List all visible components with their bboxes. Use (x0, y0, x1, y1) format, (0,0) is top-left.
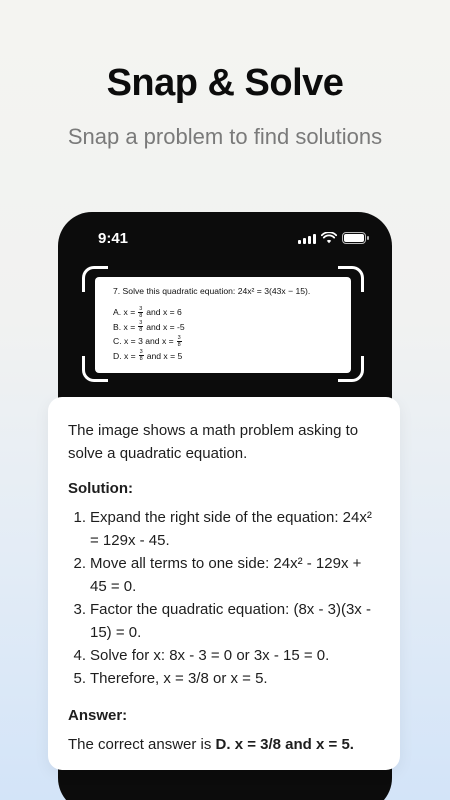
solution-step (68, 552, 380, 598)
solution-card (48, 397, 400, 770)
problem-option (113, 334, 335, 349)
option-fraction (177, 335, 182, 348)
solution-step (68, 667, 380, 690)
answer-text (68, 733, 380, 756)
solution-steps (68, 506, 380, 690)
step-text: Therefore, x = 3/8 or x = 5. (90, 670, 268, 687)
solution-step (68, 598, 380, 644)
fraction-denominator: 8 (139, 356, 143, 363)
problem-question: 7. Solve this quadratic equation: 24x² = 3(43x − 15). (113, 286, 311, 296)
fraction-denominator: 8 (139, 327, 143, 334)
option-suffix: and x = -5 (146, 321, 185, 332)
step-number: 3. (73, 601, 86, 618)
answer-prefix: The correct answer is (68, 736, 216, 753)
step-number: 1. (73, 509, 86, 526)
step-number: 5. (73, 670, 86, 687)
hero-title: Snap & Solve (106, 62, 344, 104)
fraction-denominator: 8 (139, 312, 143, 319)
fraction-numerator: 3 (139, 305, 143, 312)
option-suffix: and x = 5 (146, 350, 183, 361)
option-prefix: B. x = (113, 321, 136, 332)
option-fraction (138, 306, 143, 319)
fraction-numerator: 3 (177, 334, 181, 341)
status-time: 9:41 (98, 230, 129, 247)
option-prefix: A. x = (113, 307, 136, 318)
battery-icon (342, 232, 366, 244)
hero-subtitle: Snap a problem to find solutions (67, 124, 383, 149)
problem-option (113, 305, 335, 320)
solution-step (68, 506, 380, 552)
option-suffix: and x = 6 (146, 307, 182, 318)
step-text: Expand the right side of the equation: 24x² = 129x - 45. (90, 509, 372, 549)
problem-option (113, 349, 335, 364)
fraction-numerator: 3 (139, 320, 143, 327)
step-number: 4. (73, 647, 86, 664)
option-fraction (138, 320, 143, 333)
wifi-icon (321, 232, 337, 244)
fraction-denominator: 8 (177, 341, 181, 348)
problem-option (113, 320, 335, 335)
answer-label: Answer: (68, 707, 128, 724)
problem-options (113, 305, 335, 363)
fraction-numerator: 3 (139, 349, 143, 356)
option-fraction (139, 349, 144, 362)
signal-icon (298, 233, 316, 244)
step-text: Solve for x: 8x - 3 = 0 or 3x - 15 = 0. (90, 647, 330, 664)
step-number: 2. (73, 555, 86, 572)
status-icons (298, 232, 366, 244)
answer-value: D. x = 3/8 and x = 5. (215, 736, 354, 753)
solution-intro: The image shows a math problem asking to solve a quadratic equation. (68, 422, 359, 462)
step-text: Factor the quadratic equation: (8x - 3)(3x - 15) = 0. (90, 601, 371, 641)
solution-label: Solution: (68, 480, 133, 497)
option-prefix: C. x = 3 and x = (113, 336, 174, 347)
snapped-problem (95, 277, 351, 373)
step-text: Move all terms to one side: 24x² - 129x + 45 = 0. (90, 555, 362, 595)
option-prefix: D. x = (113, 350, 136, 361)
solution-step (68, 644, 380, 667)
